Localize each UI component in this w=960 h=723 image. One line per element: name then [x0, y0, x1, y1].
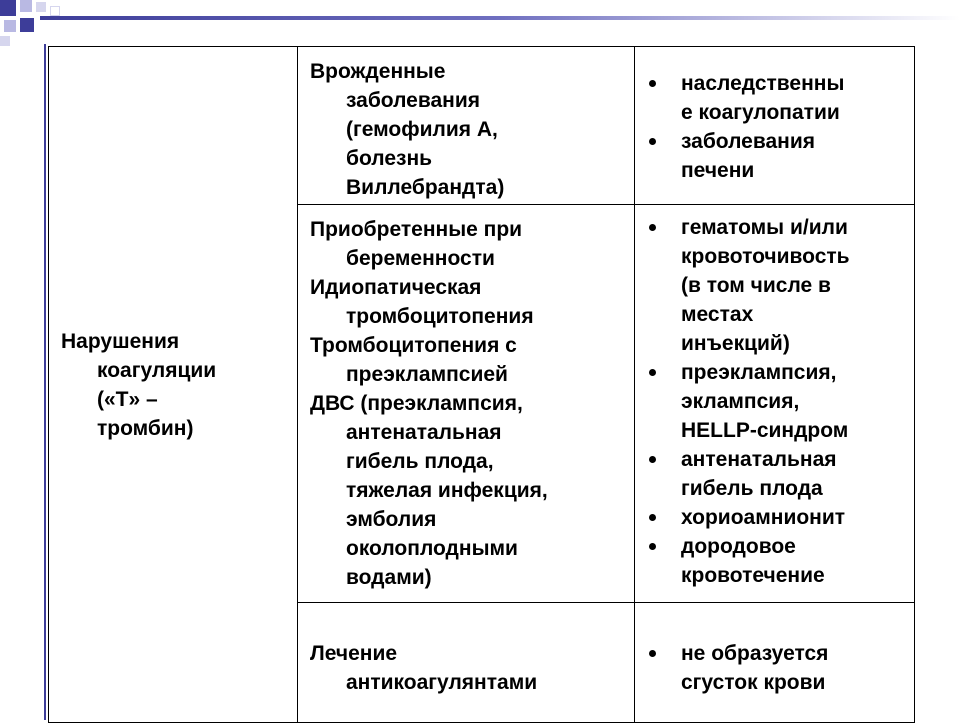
deco-square [4, 20, 16, 32]
condition-paragraph: ДВС (преэклампсия, антенатальная гибель плода, тяжелая инфекция, эмболия околоплодными водами) [310, 392, 548, 589]
bullet-icon [649, 514, 656, 521]
condition-paragraph: Тромбоцитопения с преэклампсией [310, 334, 517, 386]
bullet-icon [649, 369, 656, 376]
list-item: не образуется сгусток крови [647, 639, 908, 697]
condition-cell [298, 205, 635, 603]
list-item: наследственны е коагулопатии [647, 69, 908, 127]
deco-square [0, 0, 16, 16]
deco-square [50, 6, 60, 16]
manifestation-cell [635, 603, 915, 723]
list-item: дородовое кровотечение [647, 532, 908, 590]
bullet-list [647, 213, 908, 590]
deco-square [20, 0, 32, 12]
manifestation-cell [635, 47, 915, 205]
list-item: преэклампсия, эклампсия, HELLP-синдром [647, 358, 908, 445]
bullet-icon [649, 456, 656, 463]
condition-cell [298, 47, 635, 205]
deco-square [20, 18, 34, 32]
bullet-icon [649, 543, 656, 550]
list-item: заболевания печени [647, 127, 908, 185]
bullet-icon [649, 650, 656, 657]
condition-cell [298, 603, 635, 723]
condition-text: Лечение антикоагулянтами [310, 642, 538, 694]
list-item: гематомы и/или кровоточивость (в том числе в местах инъекций) [647, 213, 908, 358]
deco-square [0, 36, 10, 46]
list-item: антенатальная гибель плода [647, 445, 908, 503]
condition-paragraph: Приобретенные при беременности [310, 218, 523, 270]
bullet-icon [649, 80, 656, 87]
condition-paragraph: Идиопатическая тромбоцитопения [310, 276, 534, 328]
header-gradient-bar [40, 16, 960, 20]
bullet-list [647, 639, 908, 697]
list-item: хориоамнионит [647, 503, 908, 532]
condition-text: Врожденные заболевания (гемофилия А, болезнь Виллебрандта) [310, 60, 505, 199]
bullet-icon [649, 138, 656, 145]
category-text: Нарушения коагуляции («Т» – тромбин) [61, 329, 217, 440]
left-accent-line [44, 44, 46, 720]
coagulation-table [48, 46, 915, 723]
table-row [49, 47, 915, 205]
manifestation-cell [635, 205, 915, 603]
category-cell [49, 47, 298, 723]
deco-square [36, 2, 46, 12]
bullet-list [647, 69, 908, 185]
bullet-icon [649, 224, 656, 231]
